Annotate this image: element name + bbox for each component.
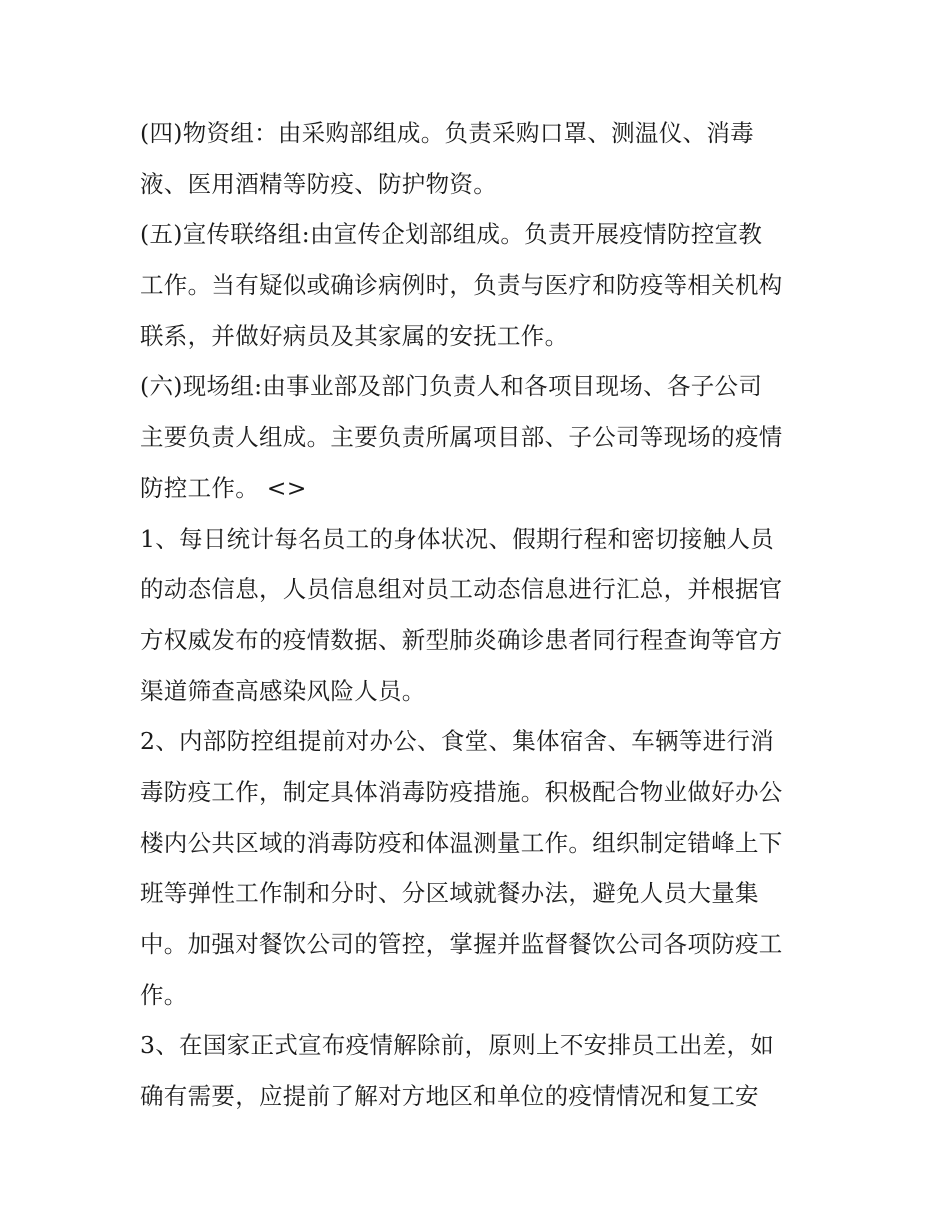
text-line: 楼内公共区域的消毒防疫和体温测量工作。组织制定错峰上下 (140, 828, 783, 857)
text-line: 渠道筛查高感染风险人员。 (140, 676, 426, 705)
text-line: 防控工作。 <> (140, 473, 307, 502)
text-line: 作。 (140, 980, 188, 1009)
text-line: 液、医用酒精等防疫、防护物资。 (140, 169, 497, 198)
text-line: 联系，并做好病员及其家属的安抚工作。 (140, 321, 569, 350)
text-line: 中。加强对餐饮公司的管控，掌握并监督餐饮公司各项防疫工 (140, 930, 783, 958)
text-line: 的动态信息，人员信息组对员工动态信息进行汇总，并根据官 (140, 575, 783, 604)
text-line: (五)宣传联络组:由宣传企划部组成。负责开展疫情防控宣教 (140, 220, 763, 249)
text-line: 主要负责人组成。主要负责所属项目部、子公司等现场的疫情 (140, 423, 783, 452)
text-line: (四)物资组：由采购部组成。负责采购口罩、测温仪、消毒 (140, 119, 754, 147)
text-line: 3、在国家正式宣布疫情解除前，原则上不安排员工出差，如 (140, 1031, 775, 1060)
text-line: 方权威发布的疫情数据、新型肺炎确诊患者同行程查询等官方 (140, 625, 783, 654)
text-line: 工作。当有疑似或确诊病例时，负责与医疗和防疫等相关机构 (140, 271, 783, 300)
text-line: 确有需要，应提前了解对方地区和单位的疫情情况和复工安 (140, 1082, 759, 1111)
text-line: 2、内部防控组提前对办公、食堂、集体宿舍、车辆等进行消 (140, 727, 775, 756)
text-line: 班等弹性工作制和分时、分区域就餐办法，避免人员大量集 (140, 879, 759, 908)
text-line: 1、每日统计每名员工的身体状况、假期行程和密切接触人员 (140, 524, 775, 553)
text-line: (六)现场组:由事业部及部门负责人和各项目现场、各子公司 (140, 372, 763, 401)
text-line: 毒防疫工作，制定具体消毒防疫措施。积极配合物业做好办公 (140, 777, 783, 806)
